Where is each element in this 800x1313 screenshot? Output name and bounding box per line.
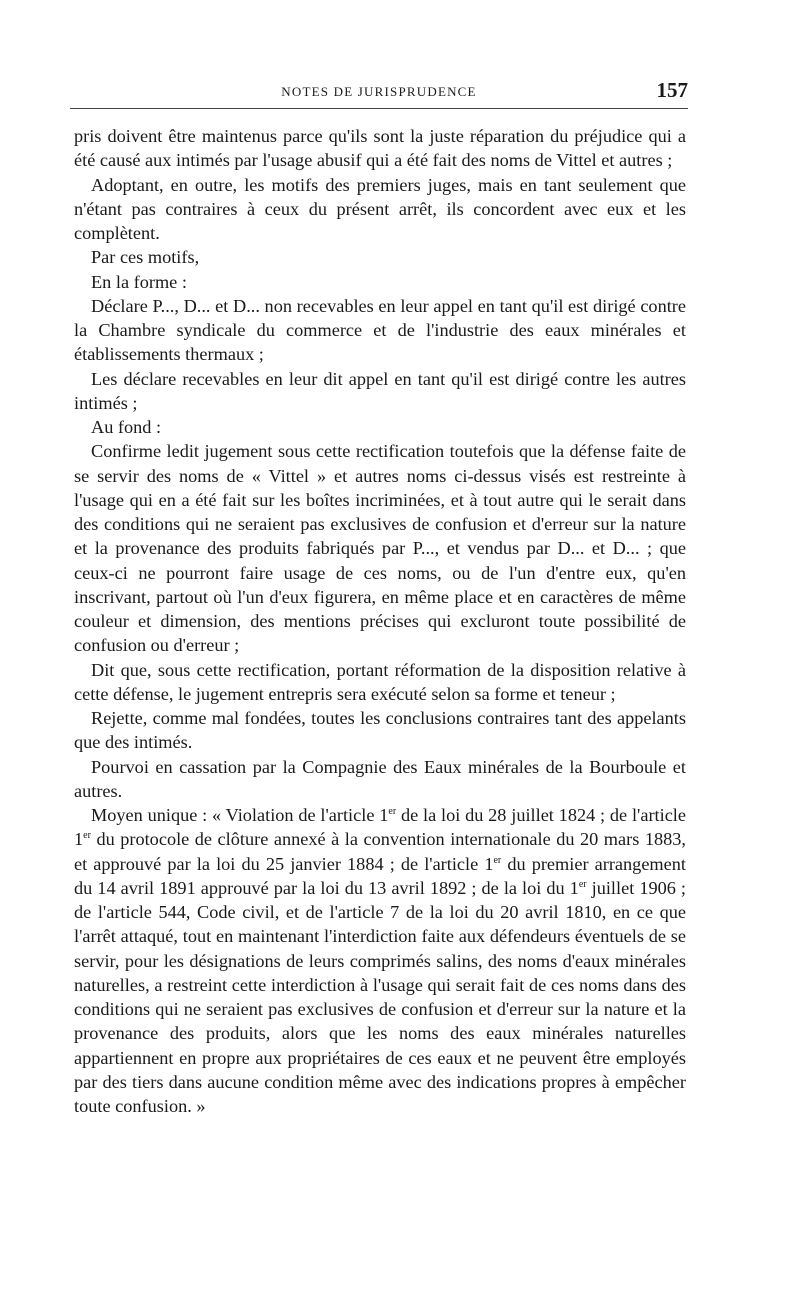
header-rule [70, 108, 688, 109]
superscript: er [388, 806, 397, 817]
page-number: 157 [656, 78, 688, 102]
superscript: er [493, 854, 502, 866]
paragraph: Pourvoi en cassation par la Compagnie des Eaux minérales de la Bourboule et autres. [74, 756, 686, 801]
text-run: du premier arrangement du 14 avril 1891 approuvé par la loi du 13 avril 1892 ; de la loi du 1 [74, 853, 686, 898]
paragraph: Dit que, sous cette rectification, portant réformation de la disposition relative à cette défense, le jugement entrepris sera exécuté selon sa forme et teneur ; [74, 659, 686, 704]
text-run: Moyen unique : « Violation de l'article 1 [91, 805, 389, 825]
paragraph: Confirme ledit jugement sous cette rectification toutefois que la défense faite de se servir des noms de « Vittel » et autres noms ci-dessus visés est restreinte à l'usage qui en a été fait sur les boîtes incriminées, et à tout autre qui le serait dans des conditions qui ne seraient pas exclusives de confusion et d'erreur sur la nature et la provenance des produits fabriqués par P..., et vendus par D... et D... ; que ceux-ci ne pourront faire usage de ces noms, ou de l'un d'entre eux, qu'en inscrivant, partout où l'un d'eux figurera, en même place et en caractères de même couleur et dimension, des mentions précises qui excluront toute possibilité de confusion ou d'erreur ; [74, 441, 686, 656]
page-body [74, 124, 686, 1118]
text-run: de la loi du 28 juillet 1824 ; de l'article 1 [74, 805, 686, 850]
paragraph: pris doivent être maintenus parce qu'ils sont la juste réparation du préjudice qui a été causé aux intimés par l'usage abusif qui a été fait des noms de Vittel et autres ; [74, 126, 686, 171]
superscript: er [578, 878, 587, 890]
paragraph: Les déclare recevables en leur dit appel en tant qu'il est dirigé contre les autres intimés ; [74, 368, 686, 413]
running-title: NOTES DE JURISPRUDENCE [281, 84, 477, 99]
paragraph: En la forme : [91, 271, 187, 292]
paragraph: Au fond : [91, 417, 162, 437]
page-header [70, 78, 688, 104]
paragraph: Par ces motifs, [91, 247, 200, 268]
text-run: juillet 1906 ; de l'article 544, Code civil, et de l'article 7 de la loi du 20 avril 1810, en ce que l'arrêt attaqué, tout en maintenant l'interdiction faite aux défendeurs éventuels de se servir, pour les désignations de leurs comprimés salins, des noms d'eaux minérales naturelles, a restreint cette interdiction à l'usage qui serait fait de ces noms dans des conditions qui ne seraient pas exclusives de confusion et d'erreur sur la nature et la provenance des produits, alors que les noms des eaux minérales naturelles appartiennent en propre aux propriétaires de ces eaux et ne peuvent être employés par des tiers dans aucune condition même avec des indications propres à empêcher toute confusion. » [74, 877, 686, 1116]
paragraph: Déclare P..., D... et D... non recevables en leur appel en tant qu'il est dirigé contre la Chambre syndicale du commerce et de l'industrie des eaux minérales et établissements thermaux ; [74, 295, 686, 365]
superscript: er [83, 830, 91, 842]
moyen-paragraph [74, 803, 686, 1118]
text-run: du protocole de clôture annexé à la convention internationale du 20 mars 1883, et approuvé par la loi du 25 janvier 1884 ; de l'article 1 [74, 829, 686, 874]
paragraph: Adoptant, en outre, les motifs des premiers juges, mais en tant seulement que n'étant pas contraires à ceux du présent arrêt, ils concordent avec eux et les complètent. [74, 174, 686, 243]
paragraph: Rejette, comme mal fondées, toutes les conclusions contraires tant des appelants que des intimés. [74, 708, 686, 753]
